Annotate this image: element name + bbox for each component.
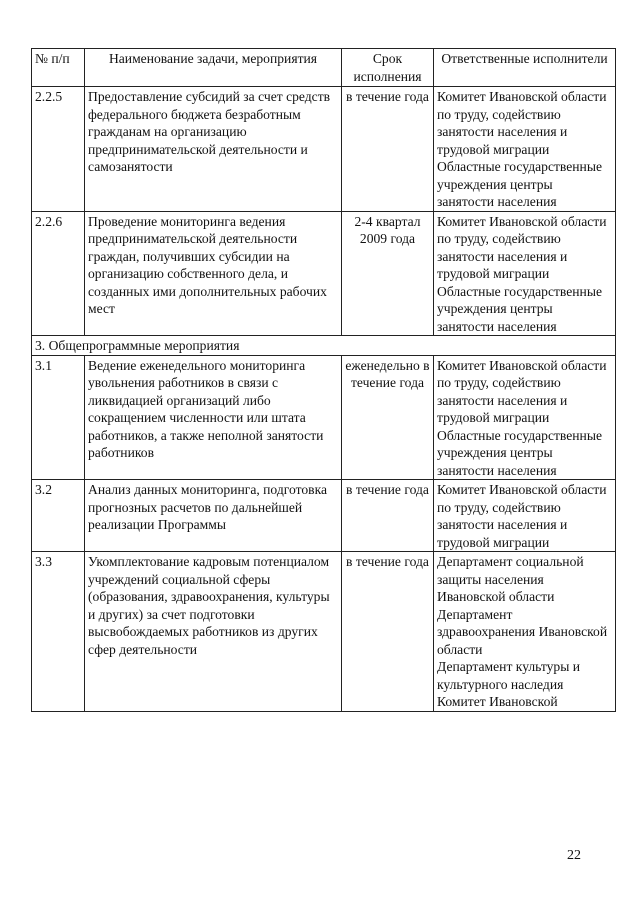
header-task: Наименование задачи, мероприятия	[85, 49, 342, 87]
row-responsible: Комитет Ивановской области по труду, содействию занятости населения и трудовой миграции Областные государственные учреждения центры занятости населения	[434, 211, 616, 336]
table-row	[32, 211, 616, 336]
header-responsible: Ответственные исполнители	[434, 49, 616, 87]
row-term: в течение года	[342, 87, 434, 212]
row-number: 2.2.6	[32, 211, 85, 336]
row-task: Укомплектование кадровым потенциалом учреждений социальной сферы (образования, здравоохранения, культуры и других) за счет подготовки высвобождаемых работников из других сфер деятельности	[85, 552, 342, 712]
row-number: 3.2	[32, 480, 85, 552]
row-term: еженедельно в течение года	[342, 355, 434, 480]
row-term: в течение года	[342, 552, 434, 712]
row-task: Анализ данных мониторинга, подготовка прогнозных расчетов по дальнейшей реализации Программы	[85, 480, 342, 552]
row-responsible: Комитет Ивановской области по труду, содействию занятости населения и трудовой миграции	[434, 480, 616, 552]
row-task: Предоставление субсидий за счет средств федерального бюджета безработным гражданам на организацию предпринимательской деятельности и самозанятости	[85, 87, 342, 212]
row-number: 3.1	[32, 355, 85, 480]
table-row	[32, 87, 616, 212]
row-term: 2-4 квартал 2009 года	[342, 211, 434, 336]
row-responsible: Департамент социальной защиты населения Ивановской области Департамент здравоохранения Ивановской области Департамент культуры и культурного наследия Комитет Ивановской	[434, 552, 616, 712]
table-header-row	[32, 49, 616, 87]
row-number: 3.3	[32, 552, 85, 712]
row-term: в течение года	[342, 480, 434, 552]
document-page	[31, 48, 609, 712]
row-number: 2.2.5	[32, 87, 85, 212]
header-term: Срок исполнения	[342, 49, 434, 87]
row-responsible: Комитет Ивановской области по труду, содействию занятости населения и трудовой миграции Областные государственные учреждения центры занятости населения	[434, 355, 616, 480]
section-row	[32, 336, 616, 356]
page-number: 22	[567, 848, 581, 863]
section-title: 3. Общепрограммные мероприятия	[32, 336, 616, 356]
row-task: Проведение мониторинга ведения предпринимательской деятельности граждан, получивших субсидии на организацию собственного дела, и созданных ими дополнительных рабочих мест	[85, 211, 342, 336]
row-task: Ведение еженедельного мониторинга увольнения работников в связи с ликвидацией организаций либо сокращением численности или штата работников, а также неполной занятости работников	[85, 355, 342, 480]
measures-table	[31, 48, 616, 712]
table-row	[32, 480, 616, 552]
table-row	[32, 355, 616, 480]
row-responsible: Комитет Ивановской области по труду, содействию занятости населения и трудовой миграции Областные государственные учреждения центры занятости населения	[434, 87, 616, 212]
header-num: № п/п	[32, 49, 85, 87]
table-row	[32, 552, 616, 712]
